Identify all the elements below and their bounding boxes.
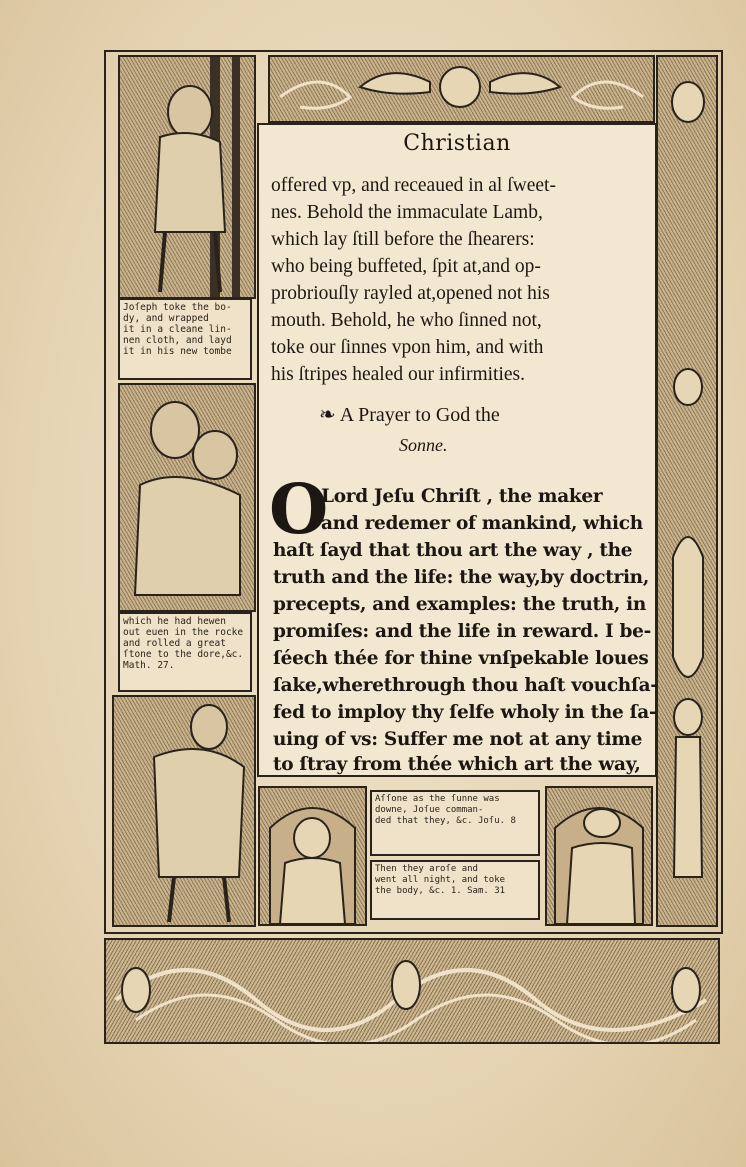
fleuron-icon: ❧ [319,404,336,426]
blackletter-line: ſéech thée for thine vnſpekable loues [273,648,649,669]
prayer-title [319,402,500,427]
blackletter-line: truth and the life: the way,by doctrin, [273,567,649,588]
body-line: who being buffeted, ſpit at,and op- [271,256,541,277]
blackletter-line: haſt ſayd that thou art the way , the [273,540,633,561]
drop-cap: O [269,470,329,550]
body-line: probriouſly rayled at,opened not his [271,283,550,304]
blackletter-line: fed to imploy thy ſelfe wholy in the ſa- [273,702,657,723]
prayer-subtitle: Sonne. [399,435,448,455]
body-line: toke our ſinnes vpon him, and with [271,337,544,358]
woodcut-prophet-right [545,786,653,926]
woodcut-right-ornament-column [656,55,718,927]
body-line: which lay ſtill before the ſhearers: [271,229,535,250]
caption-arose: Then they aroſe and went all night, and toke the body, &c. 1. Sam. 31 [370,860,540,920]
woodcut-top-cherub-border [268,55,655,123]
woodcut-descent-ladder [118,55,256,299]
blackletter-line: and redemer of mankind, which [321,513,643,534]
caption-stone: which he had hewen out euen in the rocke and rolled a great ſtone to the dore,&c. Math. 27. [118,612,252,692]
body-line: mouth. Behold, he who ſinned not, [271,310,542,331]
blackletter-line: ſake,wherethrough thou haſt vouchſa- [273,675,658,696]
body-line: his ſtripes healed our infirmities. [271,364,525,385]
main-text-block [257,123,657,777]
blackletter-line: precepts, and examples: the truth, in [273,594,647,615]
body-line: nes. Behold the immaculate Lamb, [271,202,543,223]
caption-joseph: Joſeph toke the bo- dy, and wrapped it in a cleane lin- nen cloth, and layd it in his new tombe [118,298,252,380]
body-line: offered vp, and receaued in al ſweet- [271,175,556,196]
blackletter-line: to ſtray from thée which art the way, [273,754,641,775]
woodcut-entombment [118,383,256,612]
blackletter-line: Lord Jeſu Chriſt , the maker [321,486,603,507]
caption-sun: Aſſone as the ſunne was downe, Joſue comman- ded that they, &c. Joſu. 8 [370,790,540,856]
blackletter-line: uing of vs: Suffer me not at any time [273,729,643,750]
woodcut-figures-carrying [112,695,256,927]
woodcut-prophet-left [258,786,367,926]
running-head: Christian [403,131,511,156]
woodcut-bottom-vine-border [104,938,720,1044]
prayer-title-text: A Prayer to God the [339,404,500,426]
blackletter-line: promiſes: and the life in reward. I be- [273,621,651,642]
